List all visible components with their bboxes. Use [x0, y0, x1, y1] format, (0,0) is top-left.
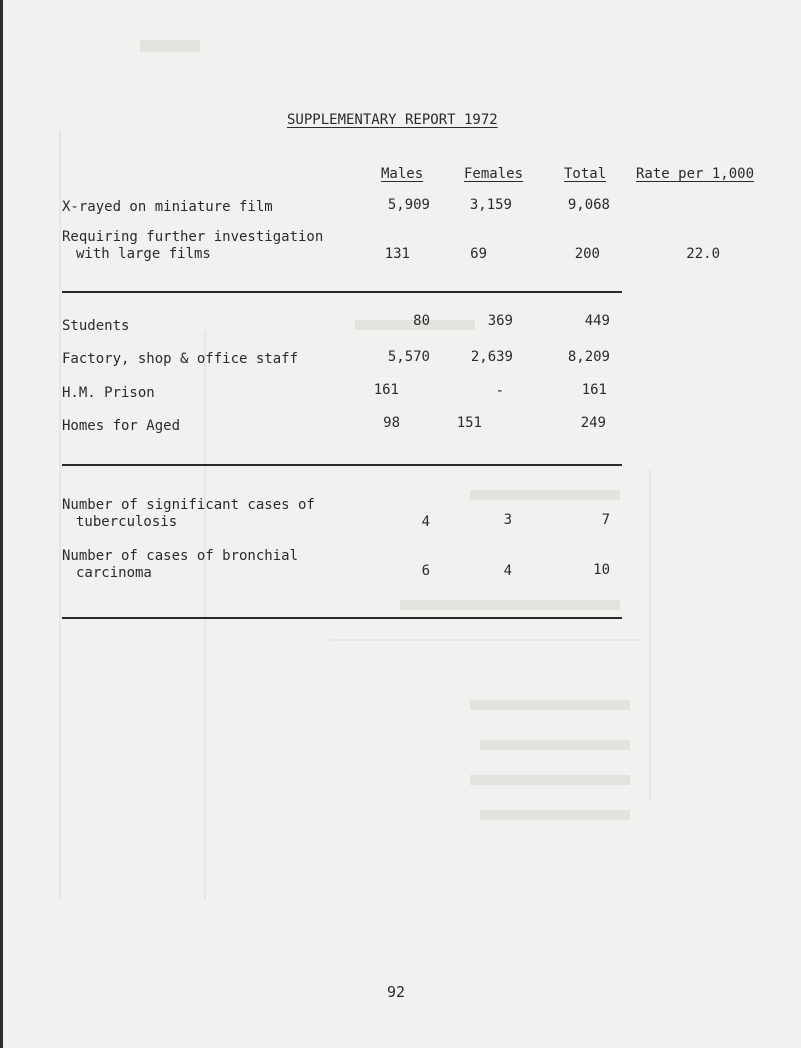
row-label-students: Students — [62, 318, 130, 334]
divider-1 — [62, 291, 622, 293]
row-label-factory: Factory, shop & office staff — [62, 351, 299, 367]
cell-females: 2,639 — [470, 349, 513, 365]
row-label-carcinoma-cont: carcinoma — [76, 565, 152, 581]
cell-males: 5,570 — [387, 349, 430, 365]
cell-females: - — [495, 383, 504, 399]
cell-females: 69 — [470, 246, 487, 262]
col-header-males: Males — [381, 166, 424, 182]
cell-males: 4 — [421, 514, 430, 530]
cell-females: 3,159 — [469, 197, 512, 213]
cell-males: 80 — [413, 313, 430, 329]
row-label-tb-cont: tuberculosis — [76, 514, 178, 530]
divider-3 — [62, 617, 622, 619]
cell-total: 161 — [581, 382, 607, 398]
cell-rate: 22.0 — [686, 246, 720, 262]
col-header-females: Females — [464, 166, 524, 182]
row-label-carcinoma: Number of cases of bronchial — [62, 548, 299, 564]
col-header-total: Total — [564, 166, 607, 182]
page-number: 92 — [387, 983, 406, 1001]
cell-males: 6 — [421, 563, 430, 579]
cell-males: 5,909 — [387, 197, 430, 213]
cell-males: 98 — [383, 415, 400, 431]
cell-total: 10 — [593, 562, 610, 578]
report-title: SUPPLEMENTARY REPORT 1972 — [287, 112, 498, 128]
divider-2 — [62, 464, 622, 466]
cell-total: 9,068 — [567, 197, 610, 213]
cell-total: 8,209 — [567, 349, 610, 365]
cell-males: 131 — [384, 246, 410, 262]
row-label-requiring-cont: with large films — [76, 246, 211, 262]
cell-females: 4 — [503, 563, 512, 579]
cell-total: 200 — [574, 246, 600, 262]
cell-females: 369 — [487, 313, 513, 329]
cell-total: 7 — [601, 512, 610, 528]
row-label-requiring: Requiring further investigation — [62, 229, 324, 245]
cell-males: 161 — [373, 382, 399, 398]
row-label-xrayed: X-rayed on miniature film — [62, 199, 273, 215]
row-label-tb: Number of significant cases of — [62, 497, 315, 513]
cell-total: 449 — [584, 313, 610, 329]
col-header-rate: Rate per 1,000 — [636, 166, 755, 182]
cell-total: 249 — [580, 415, 606, 431]
cell-females: 151 — [456, 415, 482, 431]
cell-females: 3 — [503, 512, 512, 528]
row-label-homes: Homes for Aged — [62, 418, 181, 434]
row-label-prison: H.M. Prison — [62, 385, 155, 401]
